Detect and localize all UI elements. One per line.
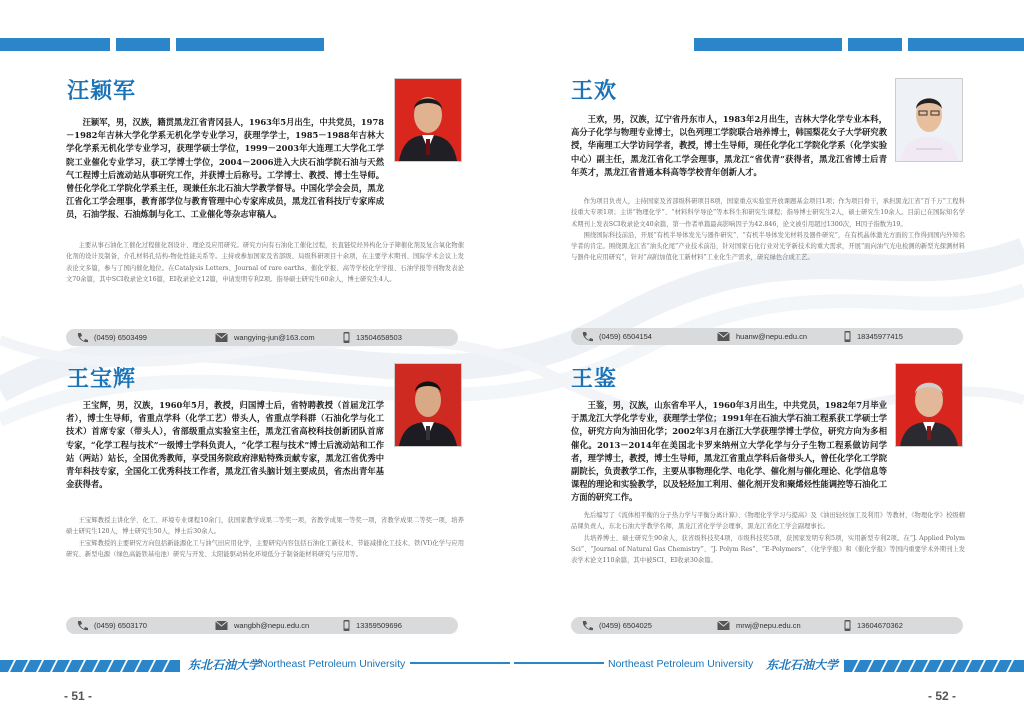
contact-email[interactable]: mrwj@nepu.edu.cn <box>736 621 801 630</box>
email-icon <box>717 620 730 631</box>
email-icon <box>215 620 228 631</box>
mobile-icon <box>340 332 353 343</box>
university-logo-en: Northeast Petroleum University <box>260 658 406 670</box>
profile-research: 主要从事石油化工催化过程催化剂设计、理论及应用研究。研究方向有石油化工催化过程，长直链烷烃异构化分子筛催化剂及复合氧化物催化剂的设计及制备，介孔材料孔结构-物化性能关系等。主持或参加国家及省部级、局级科研项目十余项，在主要学术期刊、国际学术会议上发表论文多篇，参与了国内催化地位。在Catalysis Letters、Journal of rare earths、催化学报、高等学校化学学报、石油学报等刊物发表论文70余篇，其中SCI收录论文16篇，EI收录论文12篇，申请发明专利2项。指导硕士研究生60余人，博士研究生4人。 <box>66 242 464 283</box>
email-icon <box>215 332 228 343</box>
page-number-left: - 51 - <box>64 689 93 703</box>
profile-photo <box>394 363 462 447</box>
profile-bio: 王宝辉，男，汉族，1960年5月，教授，归国博士后，省特聘教授（首届龙江学者），博士生导师，省重点学科（化学工艺）带头人，省重点学科群（石油化学与化工技术）首席专家（带头人），省部级重点实验室主任，黑龙江省高校科技创新团队首席专家，“化学工程与技术”一级博士学科负责人，“化学工程与技术”博士后流动站和工作站（两站）站长，全国优秀教师，享受国务院政府津贴特殊贡献专家，黑龙江省优秀中青年科技专家，全国化工优秀科技工作者，黑龙江省头脑计划主要成员，省杰出青年基金获得者。 <box>66 400 384 490</box>
mobile-icon <box>841 620 854 631</box>
mobile-icon <box>841 331 854 342</box>
header-bar <box>0 38 110 51</box>
profile-research-paragraph: 共培养博士、硕士研究生90余人，获省级科技奖4项，市级科技奖5项，获国家发明专利5项，实用新型专利2项。在“J. Applied Polym Sci”、“Journal of Natural Gas Chemistry”、“J. Polym Res”、“E-Polymers”、《化学学报》和《催化学报》等国内重要学术外期刊上发表学术论文110余篇，其中被SCI、EI收录30余篇。 <box>571 534 965 565</box>
phone-icon <box>76 332 89 343</box>
contact-mobile: 18345977415 <box>857 332 903 341</box>
profile-photo <box>895 363 963 447</box>
profile-name: 王欢 <box>571 79 618 104</box>
header-bar <box>116 38 170 51</box>
profile-research-paragraph: 王宝辉教授的主要研究方向包括新能源化工与油气田应用化学，主要研究内容包括石油化工新技术、节能减排化工技术、铁(VI)化学与应用研究、新型电源（绿色高能铁基电池）研究与开发、太阳能驱动转化环境低分子制备能材料研究与应用等。 <box>66 539 464 558</box>
header-bar <box>848 38 902 51</box>
university-logo-cn: 东北石油大学 <box>188 658 261 672</box>
profile-research-paragraph: 围绕国际科技前沿，开展“有机半导体发光与器件研究”、“有机半导体发光材料及器件研究”，在有机晶体激光方面的工作得到国内外知名学者的肯定。围绕黑龙江省“油头化尾”产业技术前沿，针对国家石化行业对光学新技术的重大需求，开展“面向油气光电检测的新型光探测材料与器件化应用研究”，针对“高附加值化工新材料”工业化生产需求，研究绿色合成工艺。 <box>571 231 965 262</box>
contact-phone: (0459) 6504025 <box>599 621 652 630</box>
email-icon <box>717 331 730 342</box>
profile-bio: 汪颖军，男，汉族，籍贯黑龙江省青冈县人，1963年5月出生，中共党员，1978－1982年吉林大学化学系无机化学专业学习，获理学学士，1985－1988年吉林大学化学系无机化学专业学习，获理学硕士学位，1999－2003年大连理工大学化工学院工业催化专业学习，获工学博士学位，2004－2006进入大庆石油学院石油与天然气工程博士后流动站从事研究工作，并获博士后称号。工学博士、教授、博士生导师。曾任化学化工学院化学系主任，现兼任东北石油大学教学督导。中国化学会会员，黑龙江省化工学会理事，教育部学位与教育管理中心专家库成员，黑龙江省科技厅专家库成员，石油学报、石油炼制与化工、工业催化等杂志审稿人。 <box>66 117 384 220</box>
footer-rule <box>410 662 510 664</box>
profile-research-paragraph: 作为项目负责人，主持国家及省部级科研项目8项，国家重点实验室开放课题基金项目1项；作为项目骨干，承担黑龙江省“百千万”工程科技重大专项1项；主讲“物理化学”、“材料科学导论”等本科生和研究生课程；指导博士研究生2人，硕士研究生10余人。目前已在国际知名学术期刊上发表SCI收录论文40余篇，第一作者单篇最高影响因子为42.846，论文被引用超过1300次，H因子指数为19。 <box>571 198 965 228</box>
footer-rule <box>514 662 604 664</box>
contact-bar <box>571 328 963 345</box>
contact-bar <box>66 329 458 346</box>
contact-mobile: 13504658503 <box>356 333 402 342</box>
contact-phone: (0459) 6503499 <box>94 333 147 342</box>
profile-photo <box>895 78 963 162</box>
phone-icon <box>581 331 594 342</box>
profile-research <box>571 196 965 264</box>
contact-bar <box>571 617 963 634</box>
profile-research <box>571 510 965 566</box>
profile-bio: 王鉴，男，汉族，山东省牟平人，1960年3月出生，中共党员，1982年7月毕业于黑龙江大学化学专业，获理学士学位；1991年在石油大学石油工程系获工学硕士学位，研究方向为油田化学；2002年3月在浙江大学获理学博士学位，研究方向为多相催化。2013－2014年在美国北卡罗来纳州立大学化学与分子生物工程系做访问学者，理学博士，教授，博士生导师，黑龙江省重点学科后备带头人，曾任化学化工学院副院长，负责教学工作，主要从事物理化学、电化学、催化剂与催化理论、化学信息等课程的理论和实验教学，以及轻烃加工利用、催化剂开发和聚烯烃性能调控等石油化工方面的研究工作。 <box>571 400 887 503</box>
profile-name: 汪颖军 <box>67 79 137 104</box>
phone-icon <box>76 620 89 631</box>
profile-research <box>66 515 464 560</box>
profile-name: 王宝辉 <box>67 367 137 392</box>
contact-phone: (0459) 6503170 <box>94 621 147 630</box>
header-bar <box>176 38 324 51</box>
page-number-right: - 52 - <box>928 689 957 703</box>
profile-photo <box>394 78 462 162</box>
footer-stripe <box>0 657 180 669</box>
contact-mobile: 13604670362 <box>857 621 903 630</box>
contact-phone: (0459) 6504154 <box>599 332 652 341</box>
footer-stripe <box>844 657 1024 669</box>
university-logo-cn: 东北石油大学 <box>766 658 839 672</box>
contact-email[interactable]: wangbh@nepu.edu.cn <box>234 621 310 630</box>
contact-mobile: 13359509696 <box>356 621 402 630</box>
university-logo-en: Northeast Petroleum University <box>608 658 754 670</box>
header-bar <box>694 38 842 51</box>
contact-email[interactable]: huanw@nepu.edu.cn <box>736 332 808 341</box>
contact-bar <box>66 617 458 634</box>
profile-research-paragraph: 先后编写了《流体相平衡的分子热力学与平衡分离计算》、《物理化学学习与提高》及《油田轻烃加工及利用》等教材，《物理化学》校级精品课负责人，东北石油大学教学名师，黑龙江省化学学会理事，黑龙江省化工学会副理事长。 <box>571 512 965 531</box>
profile-research-paragraph: 王宝辉教授主讲化学、化工、环境专业课程10余门，获国家教学成果二等奖一项，省教学成果一等奖一项，省教学成果二等奖一项，培养硕士研究生120人，博士研究生50人，博士后30余人。 <box>66 517 464 536</box>
contact-email[interactable]: wangying-jun@163.com <box>234 333 315 342</box>
header-bar <box>908 38 1024 51</box>
profile-bio: 王欢，男，汉族，辽宁省丹东市人，1983年2月出生，吉林大学化学专业本科，高分子化学与物理专业博士，以色列理工学院联合培养博士，韩国梨花女子大学研究教授，华南理工大学访问学者，教授，博士生导师，现任化学化工学院化学系（化学实验中心）副主任，黑龙江省化工学会理事，黑龙江“省优青”获得者，黑龙江省博士后青年英才，黑龙江省普通本科高等学校青年创新人才。 <box>571 114 887 177</box>
mobile-icon <box>340 620 353 631</box>
profile-name: 王鉴 <box>571 367 618 392</box>
phone-icon <box>581 620 594 631</box>
